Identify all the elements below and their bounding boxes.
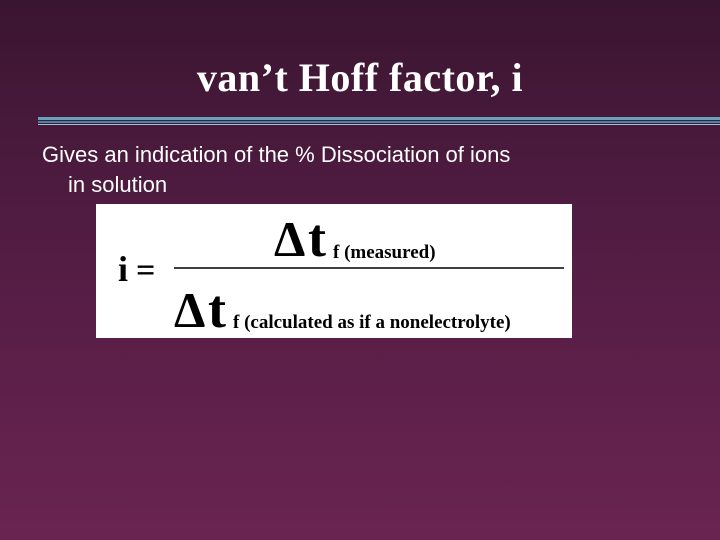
- numerator-t: t: [308, 208, 326, 268]
- slide-title: van’t Hoff factor, i: [196, 55, 524, 100]
- numerator-delta-symbol: Δ: [274, 211, 306, 267]
- formula-image: [96, 204, 572, 338]
- body-text-line-2: in solution: [68, 172, 168, 197]
- numerator-subscript: f (measured): [333, 242, 436, 263]
- denominator-t: t: [208, 279, 226, 338]
- body-paragraph: [42, 140, 702, 200]
- title-divider-line: [38, 117, 720, 120]
- denominator-delta-symbol: Δ: [174, 282, 206, 338]
- formula-lhs-i: i: [118, 249, 129, 289]
- body-text-line-1: Gives an indication of the % Dissociation of ions: [42, 142, 511, 167]
- title-divider-line: [38, 121, 720, 123]
- formula-svg: [96, 204, 572, 338]
- title-divider-line: [38, 124, 720, 125]
- formula-equals-sign: =: [136, 252, 156, 289]
- denominator-subscript: f (calculated as if a nonelectrolyte): [233, 312, 511, 333]
